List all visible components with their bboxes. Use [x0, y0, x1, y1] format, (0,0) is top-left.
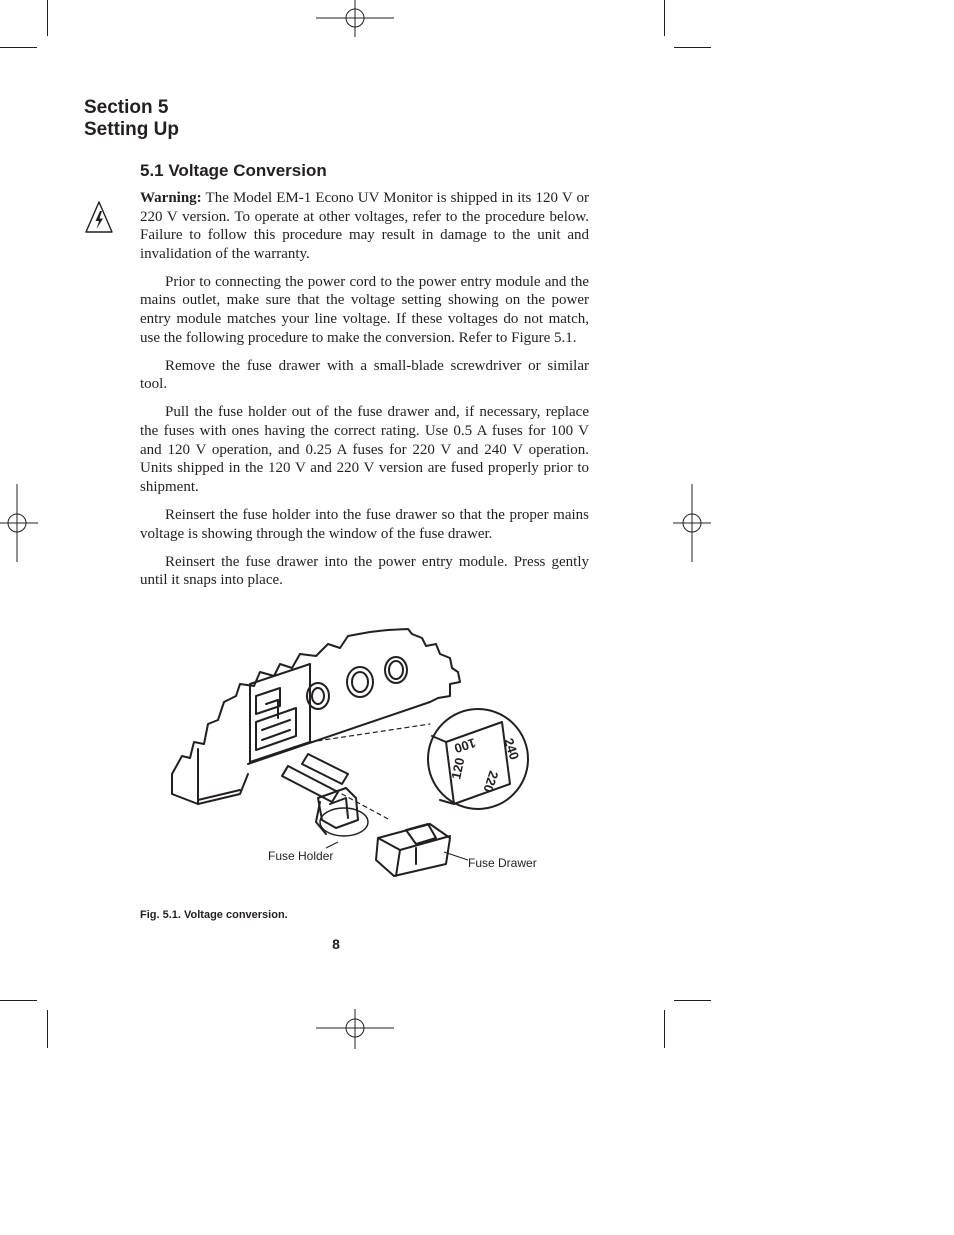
fuse — [302, 754, 348, 784]
paragraph: Reinsert the fuse drawer into the power entry module. Press gently until it snaps into place. — [140, 553, 589, 589]
high-voltage-warning-icon — [84, 200, 114, 234]
voltage-marking-240: 240 — [501, 736, 523, 762]
crop-mark — [664, 1010, 665, 1048]
fuse-holder-label: Fuse Holder — [268, 849, 334, 863]
paragraph: Reinsert the fuse holder into the fuse drawer so that the proper mains voltage is showing through the window of the fuse drawer. — [140, 506, 589, 542]
paragraph: Remove the fuse drawer with a small-blade screwdriver or similar tool. — [140, 357, 589, 393]
registration-mark — [316, 0, 394, 38]
chassis-front-edge — [248, 702, 430, 764]
crop-mark — [47, 1010, 48, 1048]
warning-label: Warning: — [140, 190, 202, 206]
crop-mark — [47, 0, 48, 36]
paragraph: Pull the fuse holder out of the fuse drawer and, if necessary, replace the fuses with ones having the correct rating. Use 0.5 A fuses for 100 V and 120 V operation, and 0.25 A fuses for 220 V and 240 V operation. Units shipped in the 120 V and 220 V version are fused properly prior to shipment. — [140, 404, 589, 495]
crop-mark — [664, 0, 665, 36]
registration-mark — [316, 1009, 394, 1049]
section-number: Section 5 — [84, 97, 169, 118]
crop-mark — [0, 47, 37, 48]
chassis-outline — [172, 629, 460, 774]
registration-mark — [0, 484, 38, 562]
fuse-drawer-label: Fuse Drawer — [468, 856, 537, 870]
section-title: Setting Up — [84, 119, 179, 140]
registration-mark — [673, 484, 711, 562]
voltage-marking-100: 100 — [452, 735, 478, 757]
voltage-conversion-illustration — [160, 624, 550, 884]
page-number: 8 — [332, 936, 340, 952]
section-heading — [84, 97, 179, 141]
warning-text: The Model EM-1 Econo UV Monitor is shipped in its 120 V or 220 V version. To operate at other voltages, refer to the procedure below. Failure to follow this procedure may result in damage to the unit and invalidation of the warranty. — [140, 190, 589, 262]
voltage-marking-120: 120 — [448, 756, 468, 781]
fuse — [282, 766, 338, 802]
crop-mark — [674, 47, 711, 48]
paragraph: Prior to connecting the power cord to the power entry module and the mains outlet, make sure that the voltage setting showing on the power entry module matches your line voltage. If these voltages do not match, use the following procedure to make the conversion. Refer to Figure 5.1. — [140, 273, 589, 346]
warning-paragraph — [140, 189, 589, 263]
subsection-title: 5.1 Voltage Conversion — [140, 161, 327, 180]
crop-mark — [0, 1000, 37, 1001]
voltage-marking-220: 220 — [480, 769, 502, 795]
crop-mark — [674, 1000, 711, 1001]
body-text — [140, 189, 589, 599]
figure-caption: Fig. 5.1. Voltage conversion. — [140, 909, 288, 921]
fuse-drawer — [376, 824, 450, 876]
